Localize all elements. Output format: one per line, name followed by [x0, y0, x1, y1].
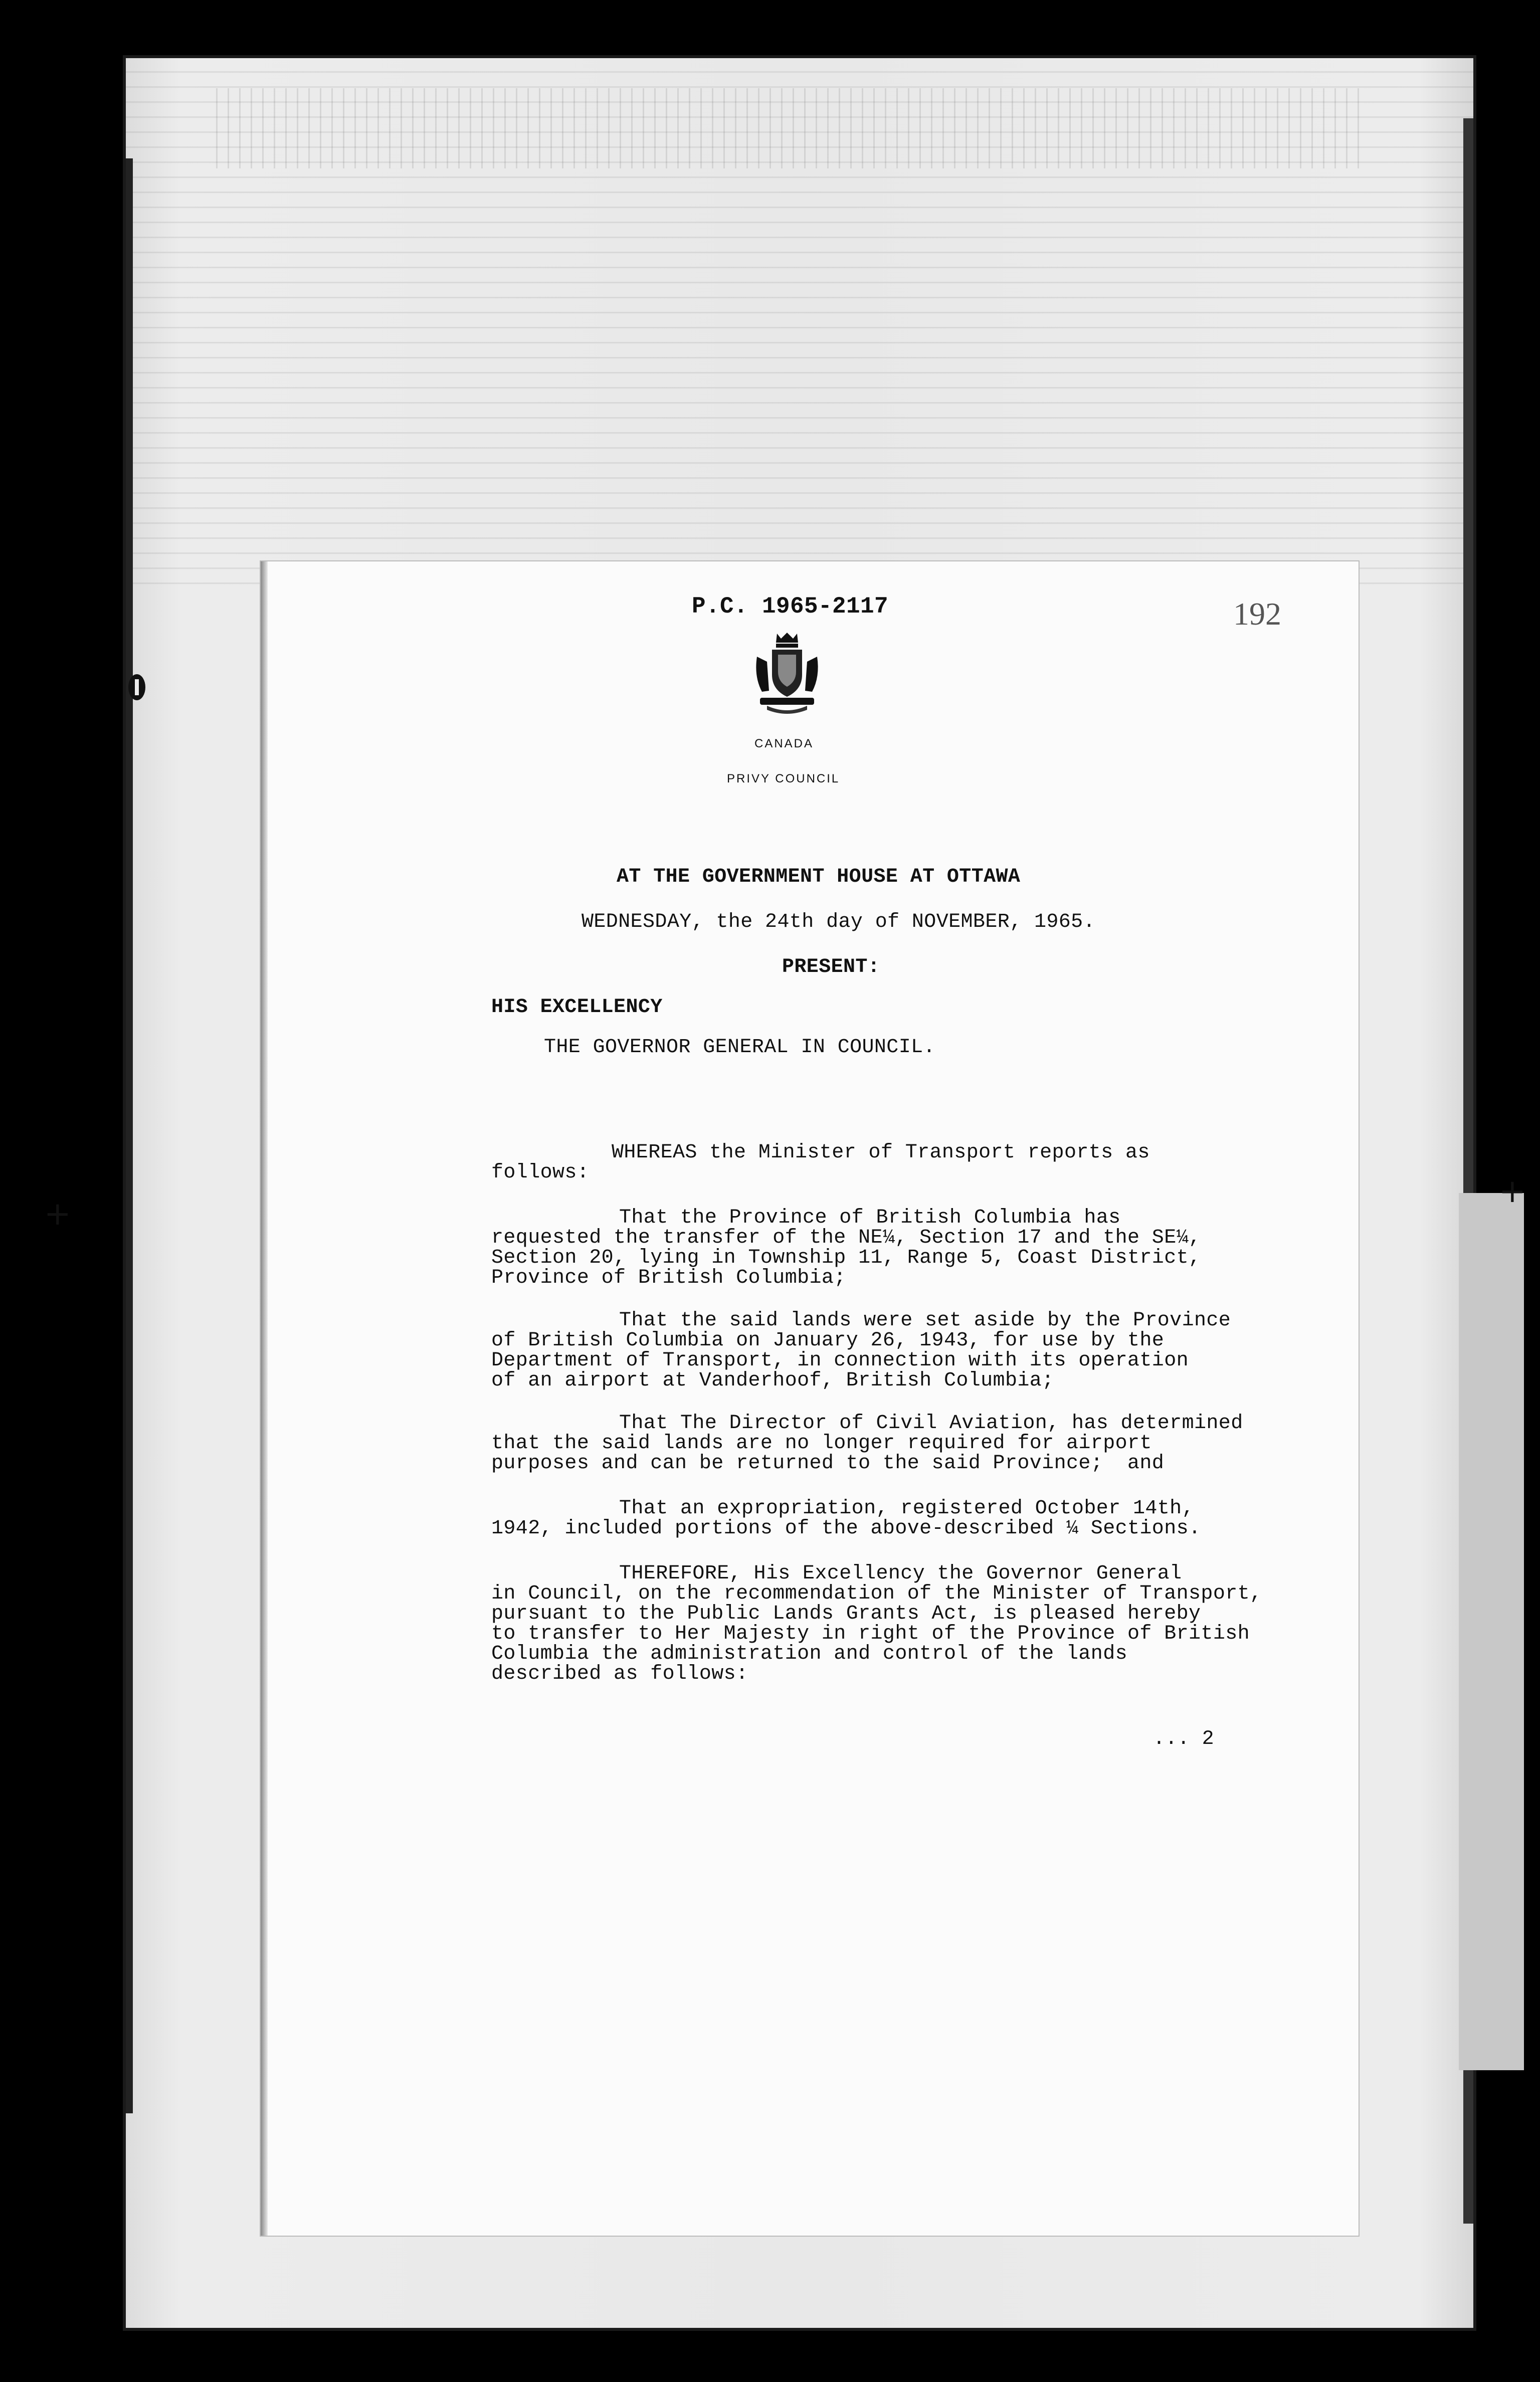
paragraph-line: of British Columbia on January 26, 1943, for use by the: [491, 1329, 1165, 1352]
adjacent-page-strip: [1459, 1193, 1524, 2070]
continuation-marker: ... 2: [1153, 1728, 1215, 1750]
paragraph-line: requested the transfer of the NE¼, Section 17 and the SE¼,: [491, 1227, 1201, 1249]
paragraph-line: described as follows:: [491, 1663, 748, 1685]
registration-mark-right: +: [1499, 1173, 1526, 1210]
present-label: PRESENT:: [782, 956, 880, 978]
paragraph-line: that the said lands are no longer required for airport: [491, 1432, 1152, 1455]
paragraph-line: purposes and can be returned to the said Province; and: [491, 1452, 1165, 1475]
letterhead-body: PRIVY COUNCIL: [727, 772, 840, 785]
mount-left-edge: [126, 158, 133, 2113]
paragraph-line: WHEREAS the Minister of Transport reports as: [612, 1141, 1150, 1164]
paragraph-line: 1942, included portions of the above-described ¼ Sections.: [491, 1517, 1201, 1540]
canada-coat-of-arms-icon: [752, 632, 822, 717]
pc-number: P.C. 1965-2117: [692, 593, 889, 620]
page-number-stamp: 192: [1233, 596, 1281, 632]
paragraph-line: That the Province of British Columbia has: [619, 1207, 1121, 1229]
attendee-line: HIS EXCELLENCY: [491, 996, 663, 1019]
paragraph-line: THEREFORE, His Excellency the Governor General: [619, 1562, 1182, 1585]
attendee-line: THE GOVERNOR GENERAL IN COUNCIL.: [544, 1036, 935, 1059]
punch-hole: [128, 674, 145, 700]
paragraph-line: That The Director of Civil Aviation, has determined: [619, 1412, 1243, 1435]
paragraph-line: Section 20, lying in Township 11, Range 5, Coast District,: [491, 1247, 1201, 1269]
paragraph-line: Columbia the administration and control of the lands: [491, 1643, 1128, 1665]
location-heading: AT THE GOVERNMENT HOUSE AT OTTAWA: [617, 866, 1021, 888]
letterhead-country: CANADA: [754, 737, 814, 750]
paragraph-line: in Council, on the recommendation of the Minister of Transport,: [491, 1582, 1262, 1605]
paragraph-line: Department of Transport, in connection with its operation: [491, 1349, 1189, 1372]
paragraph-line: to transfer to Her Majesty in right of the Province of British: [491, 1623, 1250, 1645]
paragraph-line: of an airport at Vanderhoof, British Columbia;: [491, 1369, 1054, 1392]
scan-speckle: [216, 88, 1369, 168]
sheet-left-fold: [261, 561, 268, 2236]
registration-mark-left: +: [44, 1196, 71, 1233]
paragraph-line: pursuant to the Public Lands Grants Act, is pleased hereby: [491, 1603, 1201, 1625]
paragraph-line: That an expropriation, registered October 14th,: [619, 1497, 1194, 1520]
date-line: WEDNESDAY, the 24th day of NOVEMBER, 1965.: [582, 911, 1095, 933]
order-in-council-sheet: [261, 561, 1359, 2236]
paragraph-line: follows:: [491, 1161, 590, 1184]
paragraph-line: That the said lands were set aside by the Province: [619, 1309, 1231, 1332]
paragraph-line: Province of British Columbia;: [491, 1267, 846, 1289]
